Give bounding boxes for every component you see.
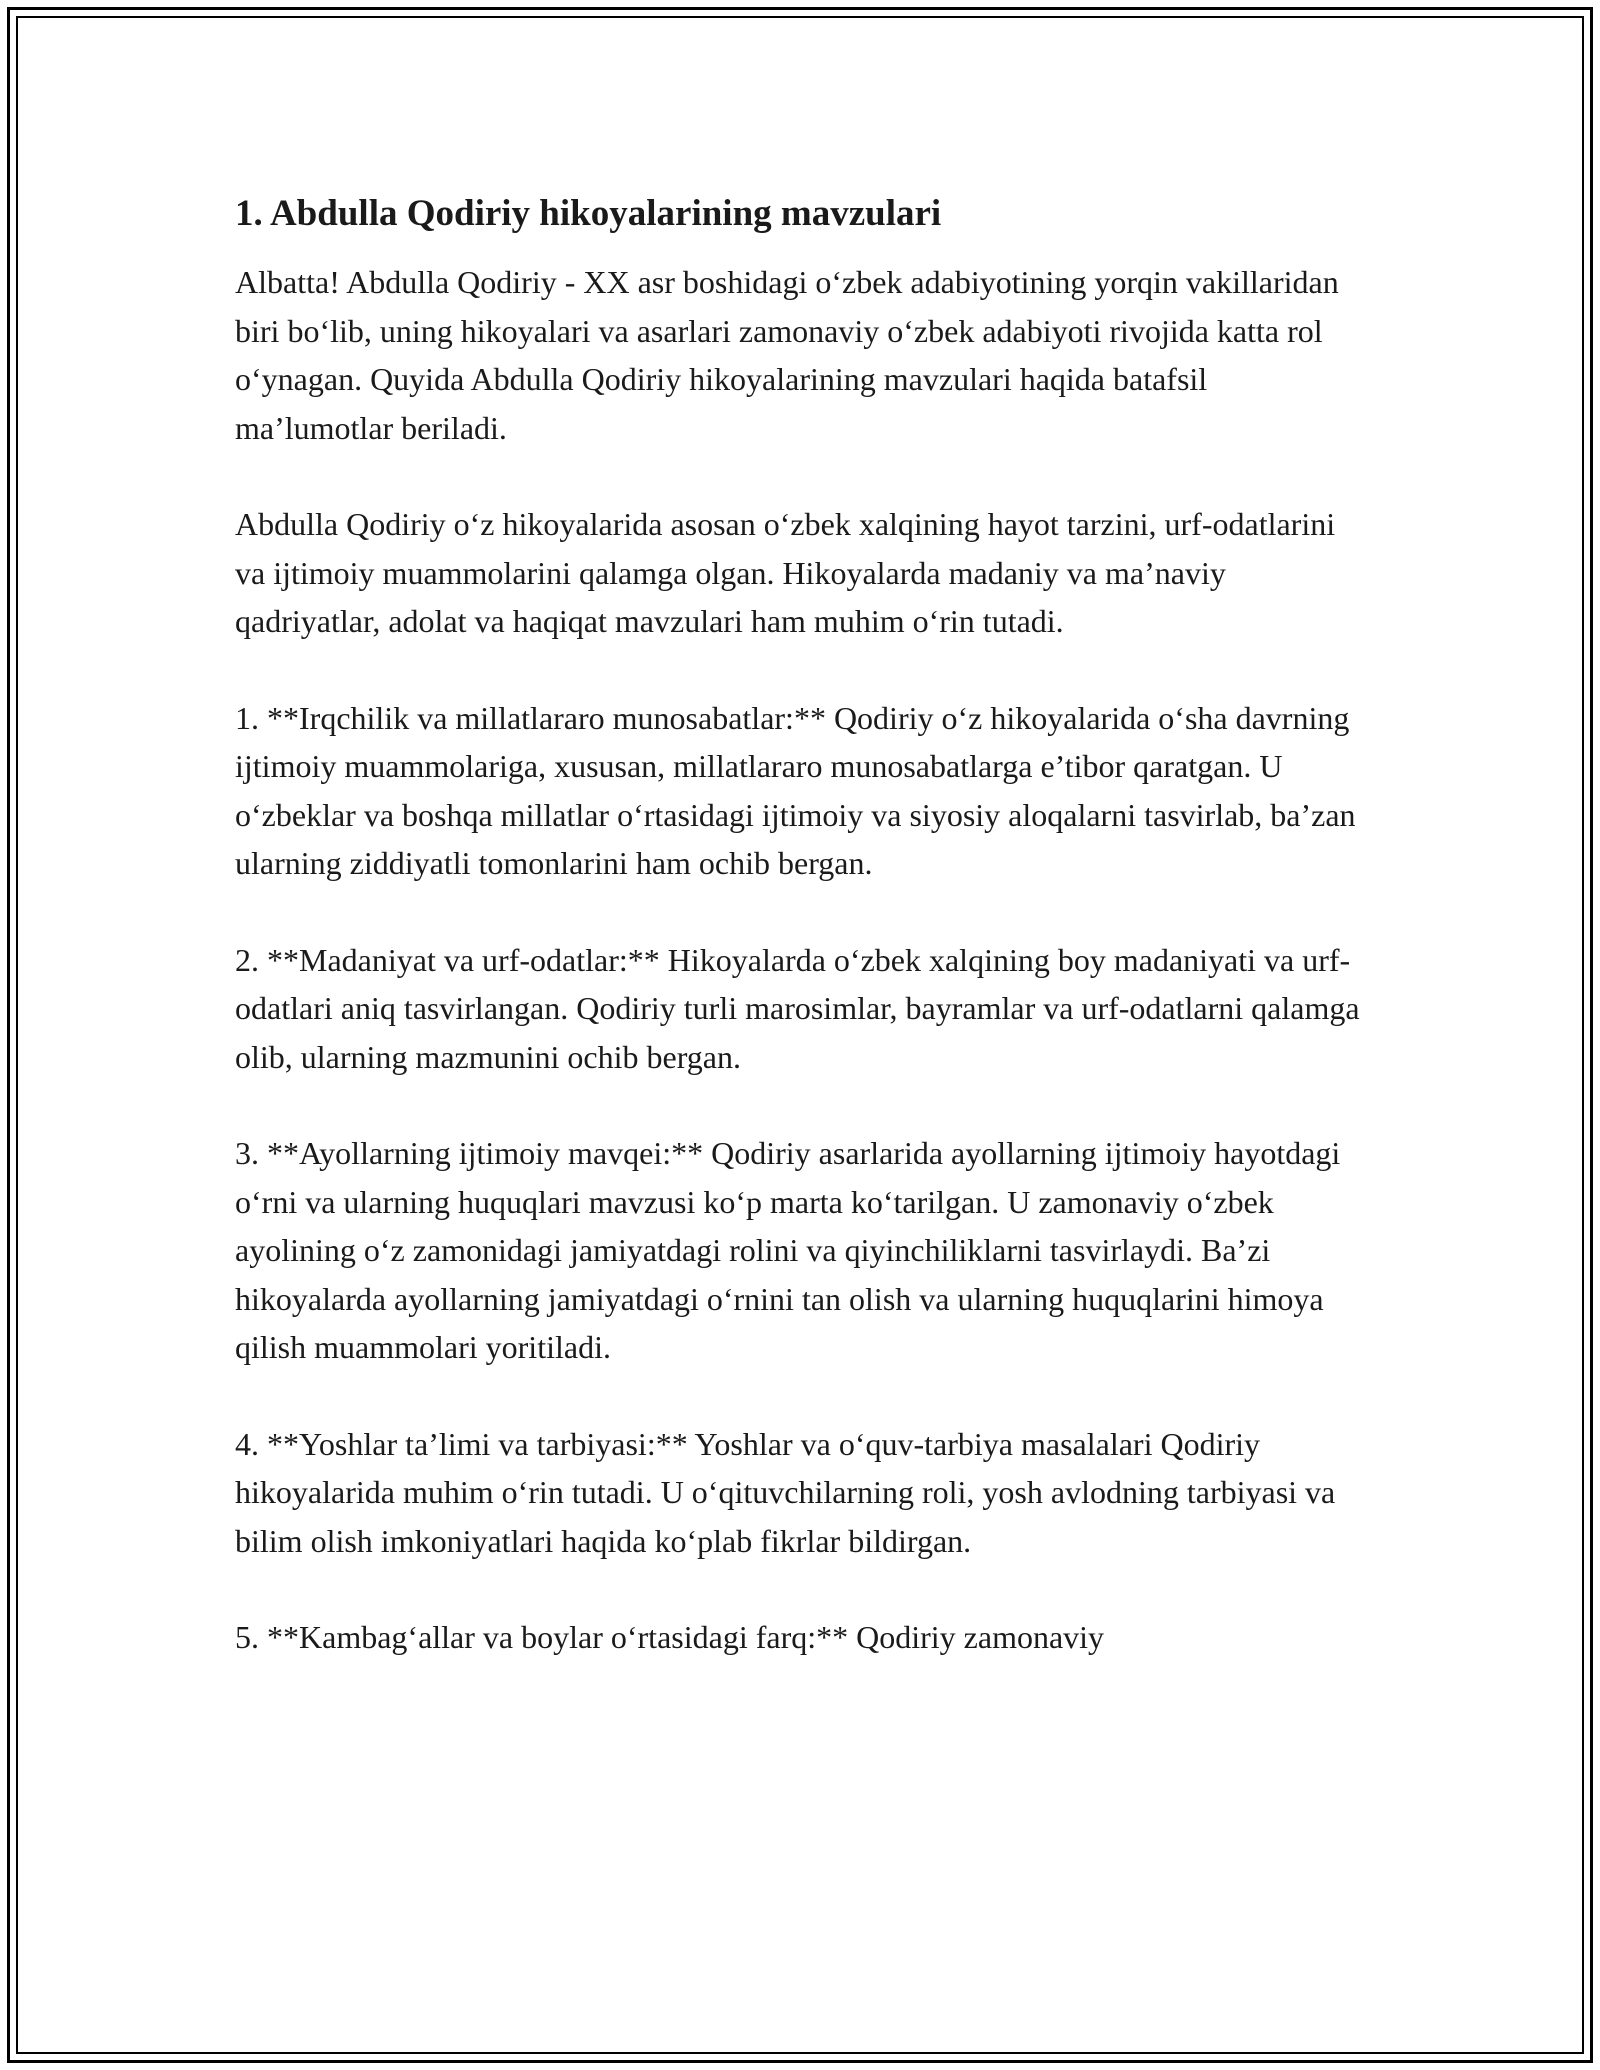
intro-paragraph: Albatta! Abdulla Qodiriy - XX asr boshidagi o‘zbek adabiyotining yorqin vakillaridan biri bo‘lib, uning hikoyalari va asarlari zamonaviy o‘zbek adabiyoti rivojida katta rol o‘ynagan. Quyida Abdulla Qodiriy hikoyalarining mavzulari haqida batafsil ma’lumotlar beriladi. [235, 264, 1339, 446]
list-item-5: 5. **Kambag‘allar va boylar o‘rtasidagi farq:** Qodiriy zamonaviy [235, 1619, 1105, 1655]
list-item-2: 2. **Madaniyat va urf-odatlar:** Hikoyalarda o‘zbek xalqining boy madaniyati va urf-odatlari aniq tasvirlangan. Qodiriy turli marosimlar, bayramlar va urf-odatlarni qalamga olib, ularning mazmunini ochib bergan. [235, 941, 1360, 1075]
list-item-4: 4. **Yoshlar ta’limi va tarbiyasi:** Yoshlar va o‘quv-tarbiya masalalari Qodiriy hikoyalarida muhim o‘rin tutadi. U o‘qituvchilarning roli, yosh avlodning tarbiyasi va bilim olish imkoniyatlari haqida ko‘plab fikrlar bildirgan. [235, 1425, 1336, 1559]
document-heading: 1. Abdulla Qodiriy hikoyalarining mavzulari [235, 193, 942, 234]
list-item-3: 3. **Ayollarning ijtimoiy mavqei:** Qodiriy asarlarida ayollarning ijtimoiy hayotdagi o‘rni va ularning huquqlari mavzusi ko‘p marta ko‘tarilgan. U zamonaviy o‘zbek ayolining o‘z zamonidagi jamiyatdagi rolini va qiyinchiliklarni tasvirlaydi. Ba’zi hikoyalarda ayollarning jamiyatdagi o‘rnini tan olish va ularning huquqlarini himoya qilish muammolari yoritiladi. [235, 1135, 1341, 1365]
document-body [235, 188, 1365, 1710]
list-item-1: 1. **Irqchilik va millatlararo munosabatlar:** Qodiriy o‘z hikoyalarida o‘sha davrning ijtimoiy muammolariga, xususan, millatlararo munosabatlarga e’tibor qaratgan. U o‘zbeklar va boshqa millatlar o‘rtasidagi ijtimoiy va siyosiy aloqalarni tasvirlab, ba’zan ularning ziddiyatli tomonlarini ham ochib bergan. [235, 699, 1356, 881]
overview-paragraph: Abdulla Qodiriy o‘z hikoyalarida asosan o‘zbek xalqining hayot tarzini, urf-odatlarini va ijtimoiy muammolarini qalamga olgan. Hikoyalarda madaniy va ma’naviy qadriyatlar, adolat va haqiqat mavzulari ham muhim o‘rin tutadi. [235, 506, 1336, 639]
